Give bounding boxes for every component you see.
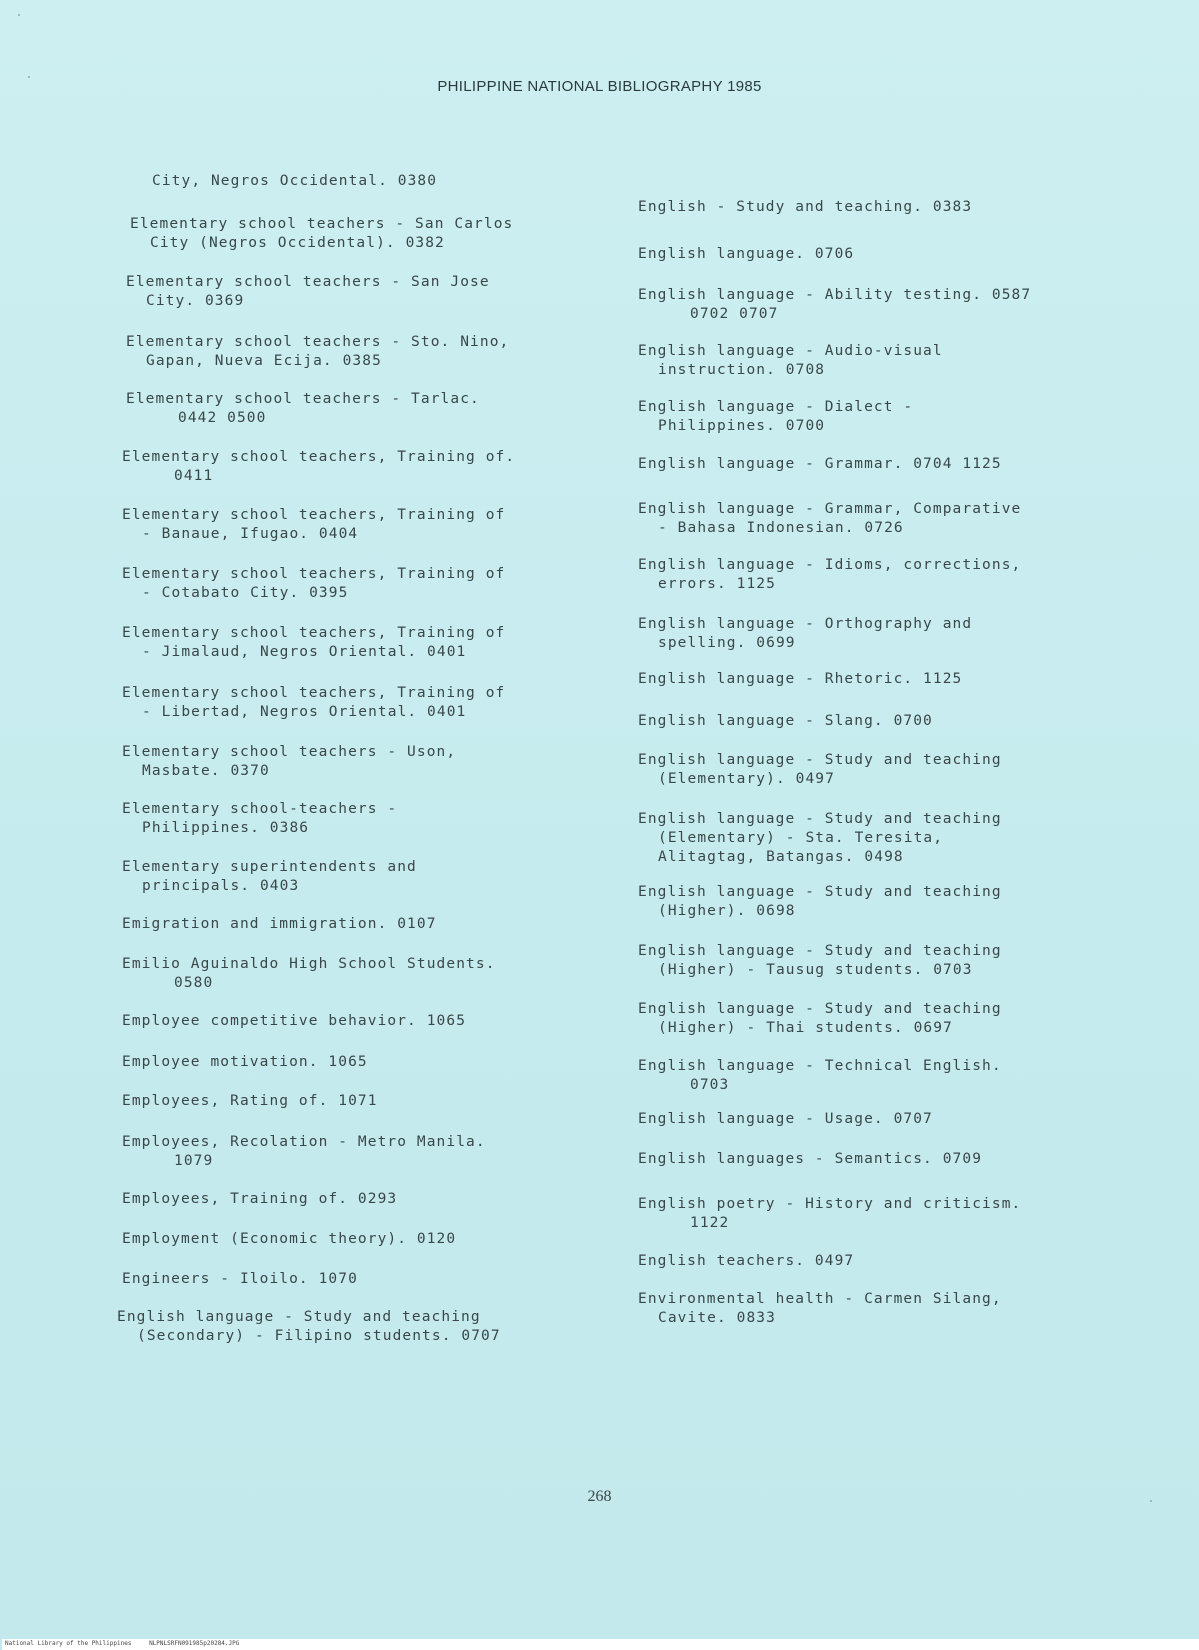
index-entry [638, 1110, 933, 1129]
entry-heading: Elementary school teachers, Training of. [122, 449, 516, 465]
entry-heading: Elementary school teachers, Training of [122, 685, 506, 701]
entry-continuation: 0703 [690, 1077, 730, 1093]
index-entry [122, 1012, 466, 1031]
entry-heading: English language - Slang. 0700 [638, 713, 933, 729]
index-entry [126, 273, 490, 311]
index-entry [638, 198, 972, 217]
entry-heading: English poetry - History and criticism. [638, 1196, 1022, 1212]
index-entry [638, 1000, 1002, 1038]
index-entry [638, 1252, 854, 1271]
entry-heading: English language - Study and teaching [638, 752, 1002, 768]
index-entry [122, 858, 417, 896]
index-entry [122, 743, 456, 781]
page-header: PHILIPPINE NATIONAL BIBLIOGRAPHY 1985 [437, 78, 762, 95]
index-entry [638, 245, 854, 264]
index-entry [122, 915, 437, 934]
index-entry [122, 624, 505, 662]
entry-continuation: Alitagtag, Batangas. 0498 [658, 849, 904, 865]
entry-heading: Employee motivation. 1065 [122, 1054, 368, 1070]
entry-continuation: (Higher) - Thai students. 0697 [658, 1020, 953, 1036]
index-entry [126, 390, 480, 428]
entry-continuation: Philippines. 0700 [658, 418, 826, 434]
entry-continuation: City (Negros Occidental). 0382 [150, 235, 445, 251]
page-number: 268 [587, 1488, 612, 1505]
entry-heading: Elementary school teachers, Training of [122, 507, 506, 523]
index-entry [638, 810, 1002, 867]
entry-continuation: (Higher). 0698 [658, 903, 796, 919]
index-entry [122, 448, 515, 486]
entry-continuation: (Elementary). 0497 [658, 771, 835, 787]
index-entry [638, 1195, 1021, 1233]
entry-continuation: Philippines. 0386 [142, 820, 310, 836]
index-entry [152, 172, 437, 191]
entry-continuation: - Libertad, Negros Oriental. 0401 [142, 704, 467, 720]
index-entry [122, 684, 505, 722]
index-entry [638, 286, 1031, 324]
entry-heading: Employee competitive behavior. 1065 [122, 1013, 467, 1029]
index-entry [638, 455, 1002, 474]
index-entry [122, 955, 496, 993]
entry-heading: English teachers. 0497 [638, 1253, 855, 1269]
entry-heading: Elementary school teachers - Sto. Nino, [126, 334, 510, 350]
index-entry [638, 1150, 982, 1169]
entry-heading: Employees, Training of. 0293 [122, 1191, 398, 1207]
entry-heading: English language - Study and teaching [117, 1309, 481, 1325]
index-entry [122, 1270, 358, 1289]
index-entry [638, 883, 1002, 921]
entry-continuation: Gapan, Nueva Ecija. 0385 [146, 353, 382, 369]
entry-heading: City, Negros Occidental. 0380 [152, 173, 438, 189]
footer-file: NLPNLSRFN091985p20284.JPG [149, 1640, 240, 1647]
entry-continuation: (Secondary) - Filipino students. 0707 [137, 1328, 501, 1344]
entry-continuation: errors. 1125 [658, 576, 776, 592]
entry-continuation: 0580 [174, 975, 214, 991]
entry-heading: Elementary school-teachers - [122, 801, 398, 817]
entry-continuation: 1122 [690, 1215, 730, 1231]
index-entry [122, 1053, 368, 1072]
index-entry [126, 333, 509, 371]
entry-heading: Elementary school teachers - San Carlos [130, 216, 514, 232]
scan-speck [18, 14, 20, 16]
entry-heading: Elementary school teachers, Training of [122, 566, 506, 582]
index-entry [638, 942, 1002, 980]
index-entry [638, 670, 962, 689]
index-entry [638, 1290, 1002, 1328]
index-entry [122, 1230, 456, 1249]
index-entry [122, 1190, 397, 1209]
entry-heading: English language - Technical English. [638, 1058, 1002, 1074]
entry-continuation: instruction. 0708 [658, 362, 826, 378]
index-entry [122, 1092, 378, 1111]
entry-continuation: principals. 0403 [142, 878, 300, 894]
entry-continuation: - Banaue, Ifugao. 0404 [142, 526, 359, 542]
scan-footer [2, 1639, 1199, 1650]
entry-heading: Environmental health - Carmen Silang, [638, 1291, 1002, 1307]
index-entry [638, 1057, 1002, 1095]
entry-heading: Emigration and immigration. 0107 [122, 916, 437, 932]
entry-continuation: 0442 0500 [178, 410, 267, 426]
index-entry [122, 1133, 486, 1171]
index-entry [638, 500, 1021, 538]
entry-heading: English language - Orthography and [638, 616, 973, 632]
entry-heading: English language - Audio-visual [638, 343, 943, 359]
entry-heading: English language - Idioms, corrections, [638, 557, 1022, 573]
entry-continuation: Masbate. 0370 [142, 763, 270, 779]
entry-heading: English language - Study and teaching [638, 884, 1002, 900]
index-entry [638, 712, 933, 731]
entry-heading: Elementary school teachers - San Jose [126, 274, 490, 290]
index-entry [638, 615, 972, 653]
index-entry [122, 800, 397, 838]
entry-heading: Elementary school teachers, Training of [122, 625, 506, 641]
index-entry [638, 342, 943, 380]
index-entry [638, 398, 913, 436]
entry-heading: Engineers - Iloilo. 1070 [122, 1271, 358, 1287]
entry-heading: Emilio Aguinaldo High School Students. [122, 956, 496, 972]
entry-heading: Elementary school teachers - Uson, [122, 744, 457, 760]
index-entry [638, 556, 1021, 594]
entry-continuation: spelling. 0699 [658, 635, 796, 651]
scan-speck [28, 76, 30, 78]
entry-continuation: - Bahasa Indonesian. 0726 [658, 520, 904, 536]
entry-heading: English - Study and teaching. 0383 [638, 199, 973, 215]
entry-continuation: (Elementary) - Sta. Teresita, [658, 830, 944, 846]
entry-heading: English language - Rhetoric. 1125 [638, 671, 963, 687]
entry-heading: Employment (Economic theory). 0120 [122, 1231, 457, 1247]
entry-heading: English language - Grammar, Comparative [638, 501, 1022, 517]
footer-library: National Library of the Philippines [5, 1640, 132, 1647]
entry-continuation: 1079 [174, 1153, 214, 1169]
entry-heading: English language - Study and teaching [638, 811, 1002, 827]
entry-heading: English language. 0706 [638, 246, 855, 262]
entry-continuation: - Jimalaud, Negros Oriental. 0401 [142, 644, 467, 660]
entry-continuation: City. 0369 [146, 293, 245, 309]
entry-heading: English language - Ability testing. 0587 [638, 287, 1032, 303]
entry-continuation: 0411 [174, 468, 214, 484]
entry-continuation: Cavite. 0833 [658, 1310, 776, 1326]
entry-heading: English language - Study and teaching [638, 1001, 1002, 1017]
index-entry [122, 565, 505, 603]
entry-continuation: 0702 0707 [690, 306, 779, 322]
entry-heading: English language - Study and teaching [638, 943, 1002, 959]
entry-heading: Employees, Rating of. 1071 [122, 1093, 378, 1109]
index-entry [130, 215, 513, 253]
entry-heading: English language - Grammar. 0704 1125 [638, 456, 1002, 472]
entry-continuation: (Higher) - Tausug students. 0703 [658, 962, 973, 978]
index-entry [117, 1308, 501, 1346]
entry-heading: English language - Usage. 0707 [638, 1111, 933, 1127]
entry-heading: Elementary school teachers - Tarlac. [126, 391, 480, 407]
entry-heading: Employees, Recolation - Metro Manila. [122, 1134, 486, 1150]
index-entry [122, 506, 505, 544]
entry-heading: English languages - Semantics. 0709 [638, 1151, 983, 1167]
entry-heading: English language - Dialect - [638, 399, 914, 415]
scan-speck [1150, 1500, 1152, 1502]
index-entry [638, 751, 1002, 789]
entry-heading: Elementary superintendents and [122, 859, 417, 875]
entry-continuation: - Cotabato City. 0395 [142, 585, 349, 601]
